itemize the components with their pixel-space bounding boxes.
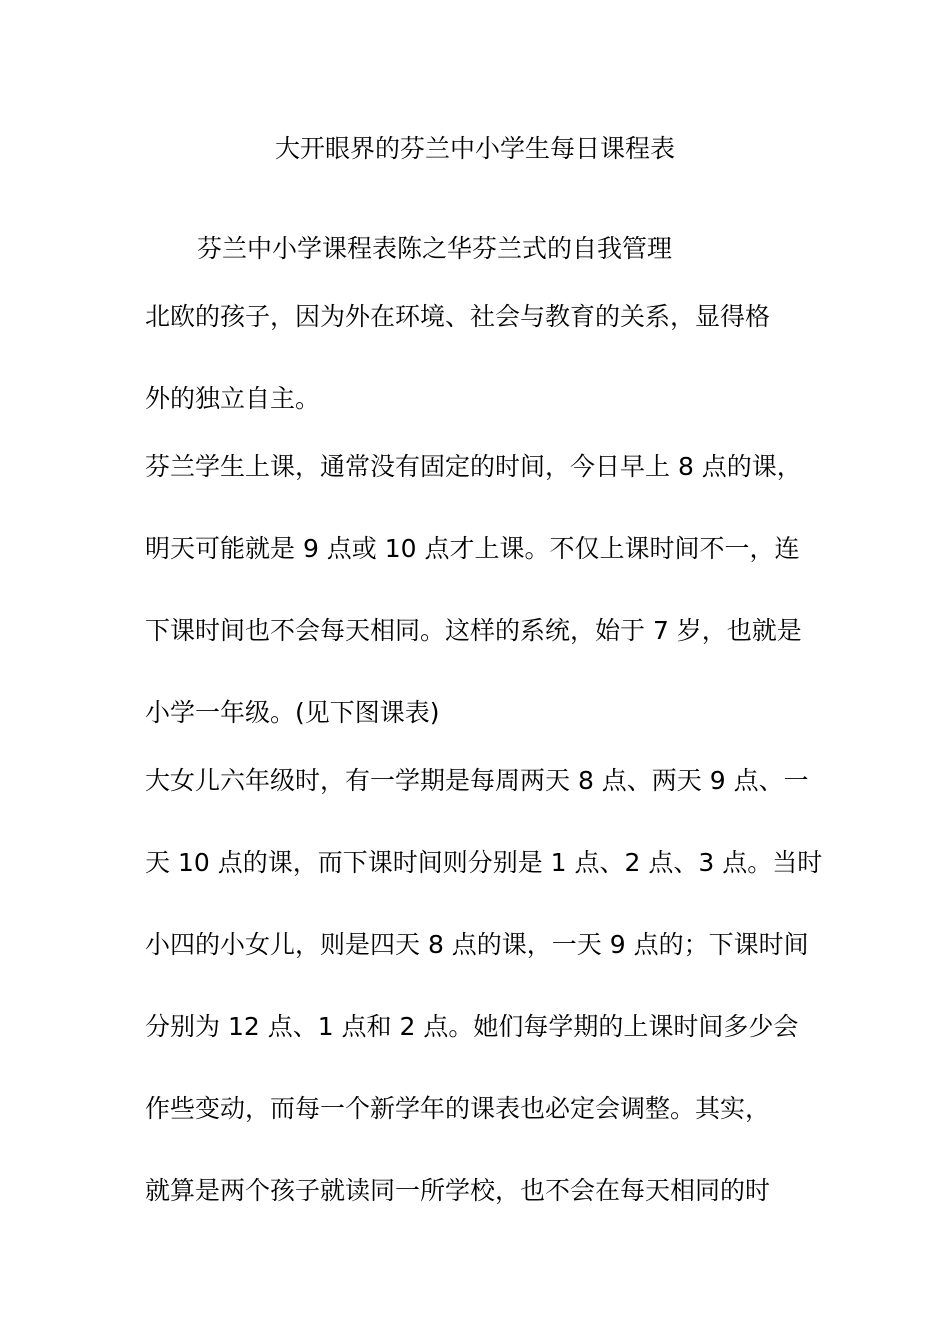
document-subtitle: 芬兰中小学课程表陈之华芬兰式的自我管理	[197, 234, 673, 263]
paragraph-line: 芬兰学生上课，通常没有固定的时间，今日早上 8 点的课，	[145, 452, 802, 481]
paragraph-line: 下课时间也不会每天相同。这样的系统，始于 7 岁，也就是	[145, 616, 802, 645]
paragraph-line: 北欧的孩子，因为外在环境、社会与教育的关系，显得格	[145, 302, 771, 331]
paragraph-line: 大女儿六年级时，有一学期是每周两天 8 点、两天 9 点、一	[145, 766, 809, 795]
paragraph-line: 天 10 点的课，而下课时间则分别是 1 点、2 点、3 点。当时	[145, 848, 823, 877]
paragraph-line: 小学一年级。(见下图课表)	[145, 698, 440, 727]
paragraph-line: 就算是两个孩子就读同一所学校，也不会在每天相同的时	[145, 1176, 771, 1205]
paragraph-line: 小四的小女儿，则是四天 8 点的课，一天 9 点的；下课时间	[145, 930, 809, 959]
document-title: 大开眼界的芬兰中小学生每日课程表	[274, 134, 675, 163]
paragraph-line: 明天可能就是 9 点或 10 点才上课。不仅上课时间不一，连	[145, 534, 800, 563]
paragraph-line: 作些变动，而每一个新学年的课表也必定会调整。其实，	[145, 1094, 771, 1123]
paragraph-line: 外的独立自主。	[145, 384, 321, 413]
paragraph-line: 分别为 12 点、1 点和 2 点。她们每学期的上课时间多少会	[145, 1012, 799, 1041]
